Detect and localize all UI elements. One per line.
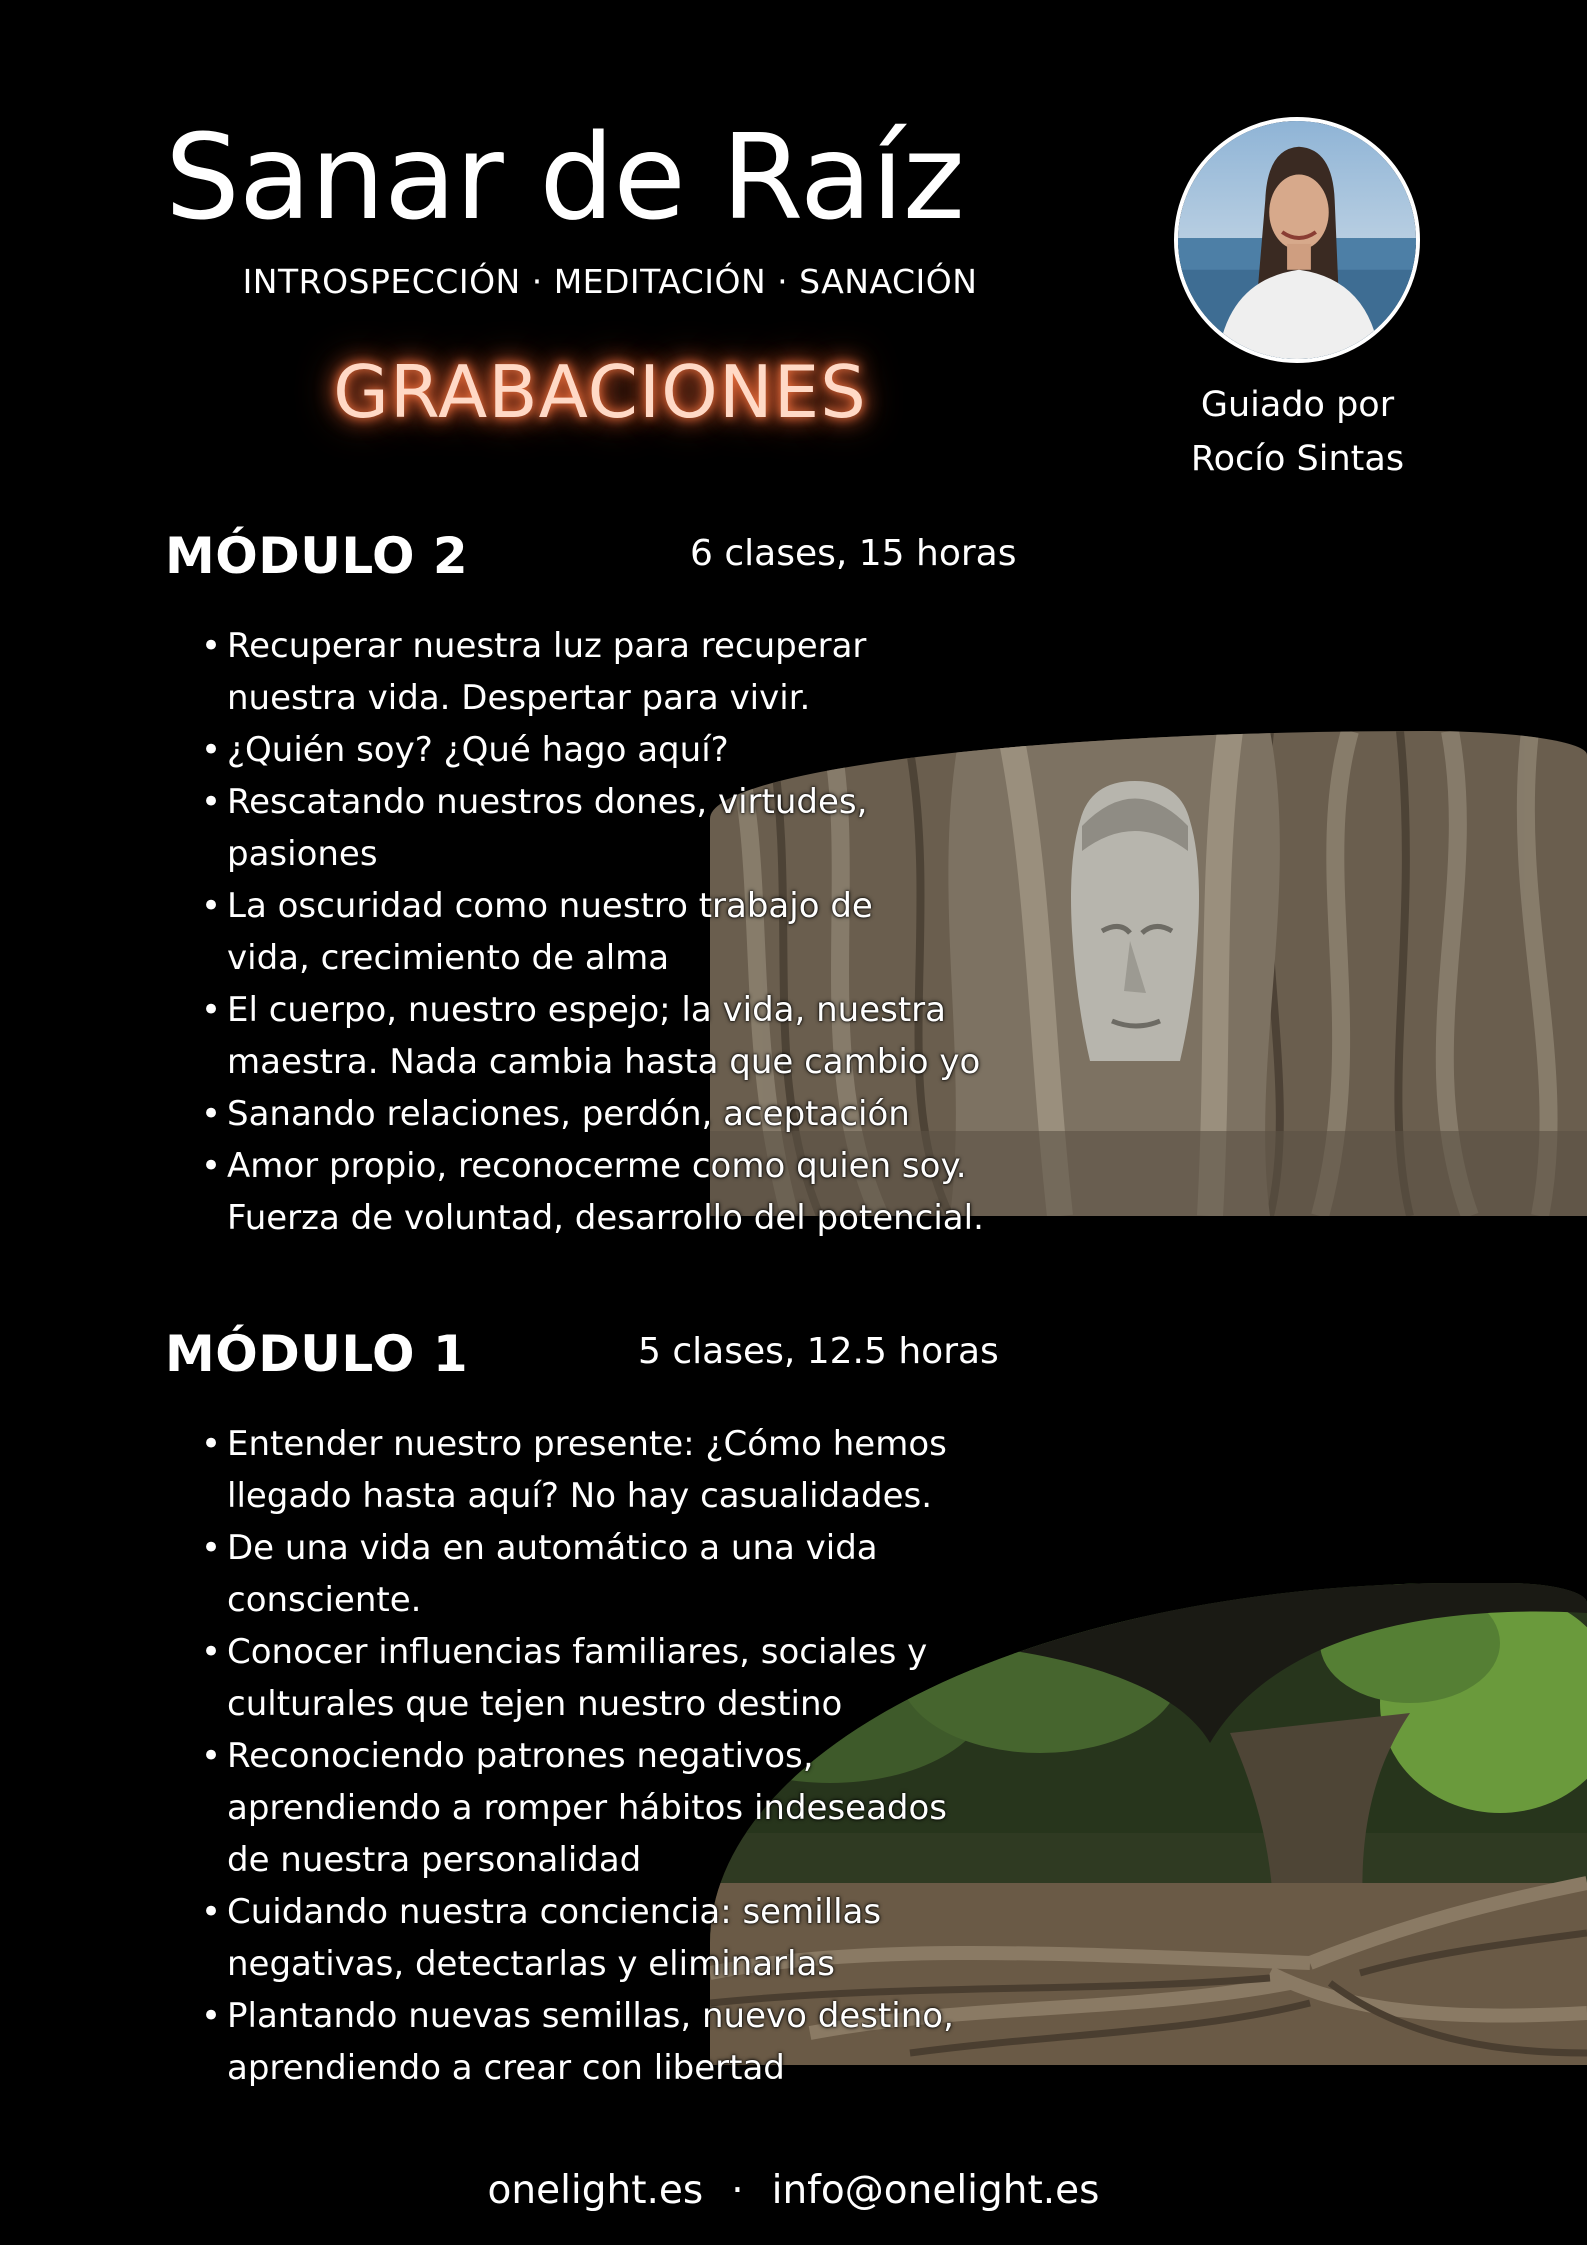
- list-item: • De una vida en automático a una vida consciente.: [227, 1522, 927, 1626]
- section-label: GRABACIONES: [333, 350, 867, 434]
- footer-separator: ·: [731, 2168, 744, 2213]
- list-item: • Cuidando nuestra conciencia: semillas negativas, detectarlas y eliminarlas: [227, 1886, 967, 1990]
- list-item: • Rescatando nuestros dones, virtudes, pasiones: [227, 776, 947, 880]
- list-item: • Sanando relaciones, perdón, aceptación: [227, 1088, 1187, 1140]
- list-item: • El cuerpo, nuestro espejo; la vida, nuestra maestra. Nada cambia hasta que cambio yo: [227, 984, 1027, 1088]
- guide-avatar: [1174, 117, 1420, 363]
- footer-contact: [0, 2168, 1587, 2213]
- page-subtitle: INTROSPECCIÓN · MEDITACIÓN · SANACIÓN: [242, 262, 978, 301]
- guide-label: Guiado por: [1200, 385, 1395, 425]
- module-1-topic-list: [165, 1418, 1187, 2094]
- list-item: • Amor propio, reconocerme como quien soy. Fuerza de voluntad, desarrollo del potencial.: [227, 1140, 1047, 1244]
- list-item: • Plantando nuevas semillas, nuevo destino, aprendiendo a crear con libertad: [227, 1990, 1007, 2094]
- list-item: • Reconociendo patrones negativos, aprendiendo a romper hábitos indeseados de nuestra personalidad: [227, 1730, 987, 1886]
- list-item: • La oscuridad como nuestro trabajo de vida, crecimiento de alma: [227, 880, 947, 984]
- module-1-title: MÓDULO 1: [165, 1325, 469, 1383]
- list-item: • ¿Quién soy? ¿Qué hago aquí?: [227, 724, 1187, 776]
- list-item: • Conocer influencias familiares, sociales y culturales que tejen nuestro destino: [227, 1626, 987, 1730]
- guide-portrait-image: [1178, 121, 1416, 359]
- list-item: • Entender nuestro presente: ¿Cómo hemos llegado hasta aquí? No hay casualidades.: [227, 1418, 1007, 1522]
- module-2-meta: 6 clases, 15 horas: [690, 533, 1017, 574]
- website-link[interactable]: onelight.es: [487, 2168, 704, 2213]
- module-1-meta: 5 clases, 12.5 horas: [638, 1331, 999, 1372]
- guide-name: Rocío Sintas: [1190, 439, 1405, 479]
- module-2-topic-list: [165, 620, 1187, 1244]
- page-title: Sanar de Raíz: [165, 108, 964, 246]
- email-link[interactable]: info@onelight.es: [771, 2168, 1100, 2213]
- guide-credit: [1140, 378, 1455, 486]
- module-2-title: MÓDULO 2: [165, 527, 469, 585]
- list-item: • Recuperar nuestra luz para recuperar nuestra vida. Despertar para vivir.: [227, 620, 947, 724]
